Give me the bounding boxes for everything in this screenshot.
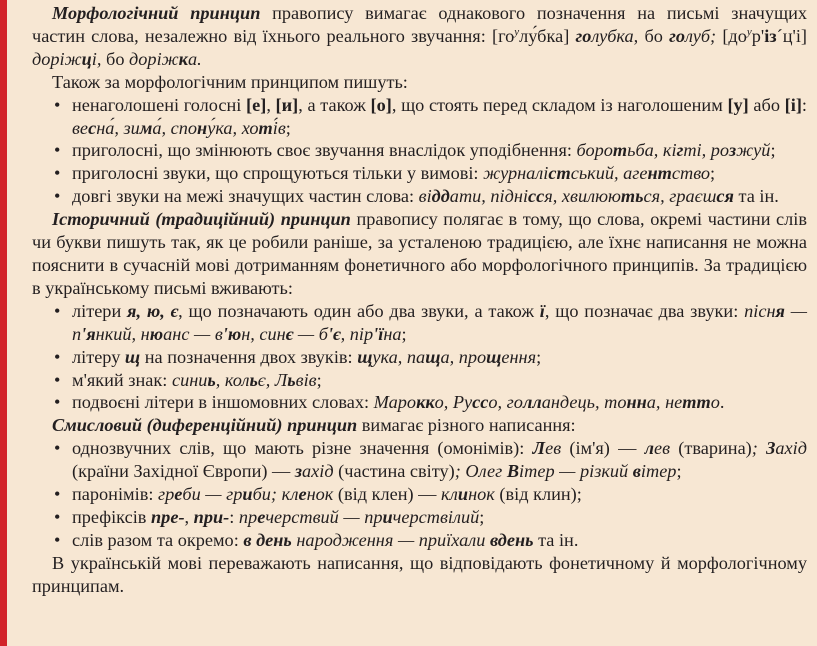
bullet-icon: • (54, 163, 61, 184)
term-historical: Історичний (традиційний) принцип (52, 209, 351, 230)
list-item: • літеру щ на позначення двох звуків: щука, паща, прощення; (54, 346, 542, 367)
list-item: • префіксів пре-, при-: пречерствий — причерствілий; (54, 506, 485, 527)
bullet-icon: • (54, 369, 61, 390)
bullet-icon: • (54, 346, 61, 367)
list-item: • м'який знак: синиь, кольє, Львів; (54, 369, 322, 390)
bullet-icon: • (54, 529, 61, 550)
list-item: • однозвучних слів, що мають різне значення (омонімів): Лев (ім'я) — лев (тварина); Захід (країни Західної Європи) — захід (частина світу); Олег Вітер — різкий вітер; (54, 438, 807, 482)
term-semantic: Смисловий (диференційний) принцип (52, 415, 358, 436)
list-item: • літери я, ю, є, що позначають один або два звуки, а також ї, що позначає два звуки: пісня — п'янкий, нюанс — в'юн, синє — б'є, пір'їна; (54, 300, 808, 344)
list-historical (32, 300, 807, 415)
list-semantic (32, 437, 807, 552)
list-item: • подвоєні літери в іншомовних словах: Марокко, Руссо, голландець, тонна, нетто. (54, 392, 725, 413)
bullet-icon: • (54, 506, 61, 527)
accent-bar (0, 0, 7, 646)
paragraph-also: Також за морфологічним принципом пишуть: (52, 71, 408, 92)
paragraph-historical: Історичний (традиційний) принцип правопису полягає в тому, що слова, окремі частини слів чи букви пишуть так, як це робили раніше, за усталеною традицією, але їхнє написання не можна пояснити в сучасній мові дотриманням фонетичного або морфологічного принципів. За традицією в українському письмі вживають: (32, 209, 808, 298)
list-item: • приголосні, що змінюють своє звучання внаслідок уподібнення: боротьба, кігті, розжуй; (54, 140, 776, 161)
term-morphological: Морфологічний принцип (52, 3, 261, 23)
list-morphological (32, 94, 807, 209)
paragraph-conclusion: В українській мові переважають написання, що відповідають фонетичному й морфологічному принципам. (32, 552, 807, 596)
list-item: • довгі звуки на межі значущих частин слова: віддати, піднісся, хвилюються, граєшся та ін. (54, 186, 779, 207)
list-item: • слів разом та окремо: в день народження — приїхали вдень та ін. (54, 529, 579, 550)
paragraph-semantic: Смисловий (диференційний) принцип вимагає різного написання: (52, 415, 576, 436)
list-item: • паронімів: греби — гриби; кленок (від клен) — клинок (від клин); (54, 484, 582, 505)
list-item: • ненаголошені голосні [е], [и], а також [о], що стоять перед складом із наголошеним [у] або [і]: весна́, зима́, спону́ка, хоті́в; (54, 94, 808, 138)
paragraph-morphological: Морфологічний принцип правопису вимагає однакового позначення на письмі значущих частин слова, незалежно від їхнього реального звучання: $[го^улу́бка]$ голубка, бо голуб; $[до^ур'із´ц'і]$ доріжці, бо доріжка. (32, 3, 807, 69)
bullet-icon: • (54, 94, 61, 115)
bullet-icon: • (54, 438, 61, 459)
bullet-icon: • (54, 140, 61, 161)
bullet-icon: • (54, 484, 61, 505)
bullet-icon: • (54, 186, 61, 207)
bullet-icon: • (54, 300, 61, 321)
list-item: • приголосні звуки, що спрощуються тільки у вимові: журналістський, агентство; (54, 163, 716, 184)
bullet-icon: • (54, 392, 61, 413)
